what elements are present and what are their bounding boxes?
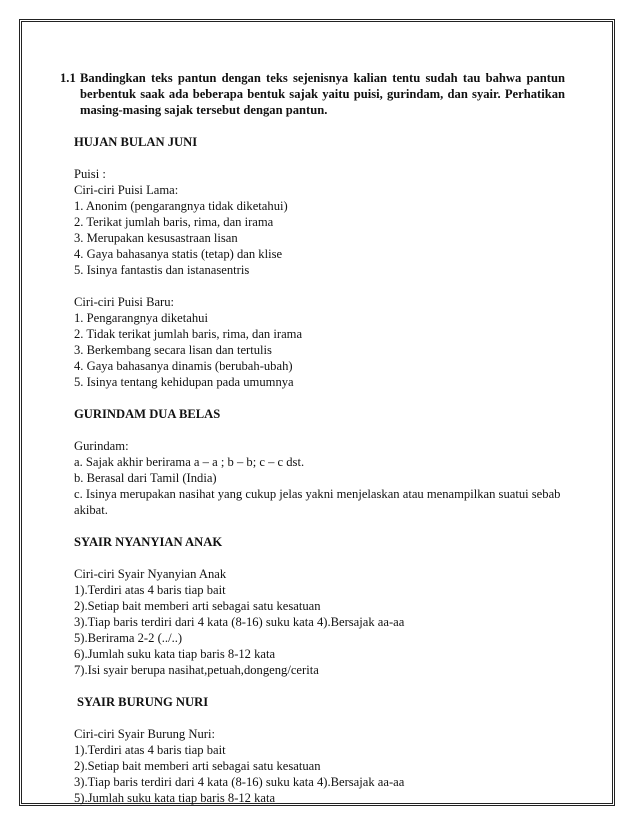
list-item: 5).Jumlah suku kata tiap baris 8-12 kata [74,791,276,805]
list-item: a. Sajak akhir berirama a – a ; b – b; c – c dst. [74,455,305,469]
puisi-baru-label: Ciri-ciri Puisi Baru: [74,295,175,309]
puisi-label: Puisi : [74,167,106,181]
list-item: 3. Berkembang secara lisan dan tertulis [74,343,272,357]
intro-number: 1.1 [60,71,76,85]
list-item: b. Berasal dari Tamil (India) [74,471,217,485]
list-item: 6).Jumlah suku kata tiap baris 8-12 kata [74,647,276,661]
list-item: 5. Isinya fantastis dan istanasentris [74,263,250,277]
heading-syair-burung-nuri: SYAIR BURUNG NURI [77,695,209,709]
list-item: 3. Merupakan kesusastraan lisan [74,231,238,245]
heading-hujan-bulan-juni: HUJAN BULAN JUNI [74,135,198,149]
intro-text: Bandingkan teks pantun dengan teks sejenisnya kalian tentu sudah tau bahwa pantun berbentuk saak ada beberapa bentuk sajak yaitu puisi, gurindam, dan syair. Perhatikan masing-masing sajak tersebut dengan pantun. [80,71,565,117]
syair-nuri-label: Ciri-ciri Syair Burung Nuri: [74,727,215,741]
intro-paragraph [60,70,565,118]
list-item: 4. Gaya bahasanya dinamis (berubah-ubah) [74,359,293,373]
list-item: 1).Terdiri atas 4 baris tiap bait [74,743,226,757]
list-item: 1. Pengarangnya diketahui [74,311,208,325]
list-item: c. Isinya merupakan nasihat yang cukup jelas yakni menjelaskan atau menampilkan suatui sebab akibat. [74,487,561,517]
gurindam-label: Gurindam: [74,439,129,453]
list-item: 2. Terikat jumlah baris, rima, dan irama [74,215,274,229]
list-item: 1. Anonim (pengarangnya tidak diketahui) [74,199,288,213]
heading-gurindam-dua-belas: GURINDAM DUA BELAS [74,407,221,421]
list-item: 3).Tiap baris terdiri dari 4 kata (8-16) suku kata 4).Bersajak aa-aa [74,775,405,789]
list-item: 5. Isinya tentang kehidupan pada umumnya [74,375,294,389]
list-item: 1).Terdiri atas 4 baris tiap bait [74,583,226,597]
syair-anak-label: Ciri-ciri Syair Nyanyian Anak [74,567,227,581]
list-item: 7).Isi syair berupa nasihat,petuah,dongeng/cerita [74,663,319,677]
heading-syair-nyanyian-anak: SYAIR NYANYIAN ANAK [74,535,223,549]
list-item: 5).Berirama 2-2 (../..) [74,631,183,645]
puisi-lama-label: Ciri-ciri Puisi Lama: [74,183,179,197]
list-item: 3).Tiap baris terdiri dari 4 kata (8-16) suku kata 4).Bersajak aa-aa [74,615,405,629]
list-item: 2. Tidak terikat jumlah baris, rima, dan irama [74,327,303,341]
list-item: 4. Gaya bahasanya statis (tetap) dan klise [74,247,283,261]
list-item: 2).Setiap bait memberi arti sebagai satu kesatuan [74,759,321,773]
sections [74,134,565,806]
document-body [60,70,565,806]
list-item: 2).Setiap bait memberi arti sebagai satu kesatuan [74,599,321,613]
